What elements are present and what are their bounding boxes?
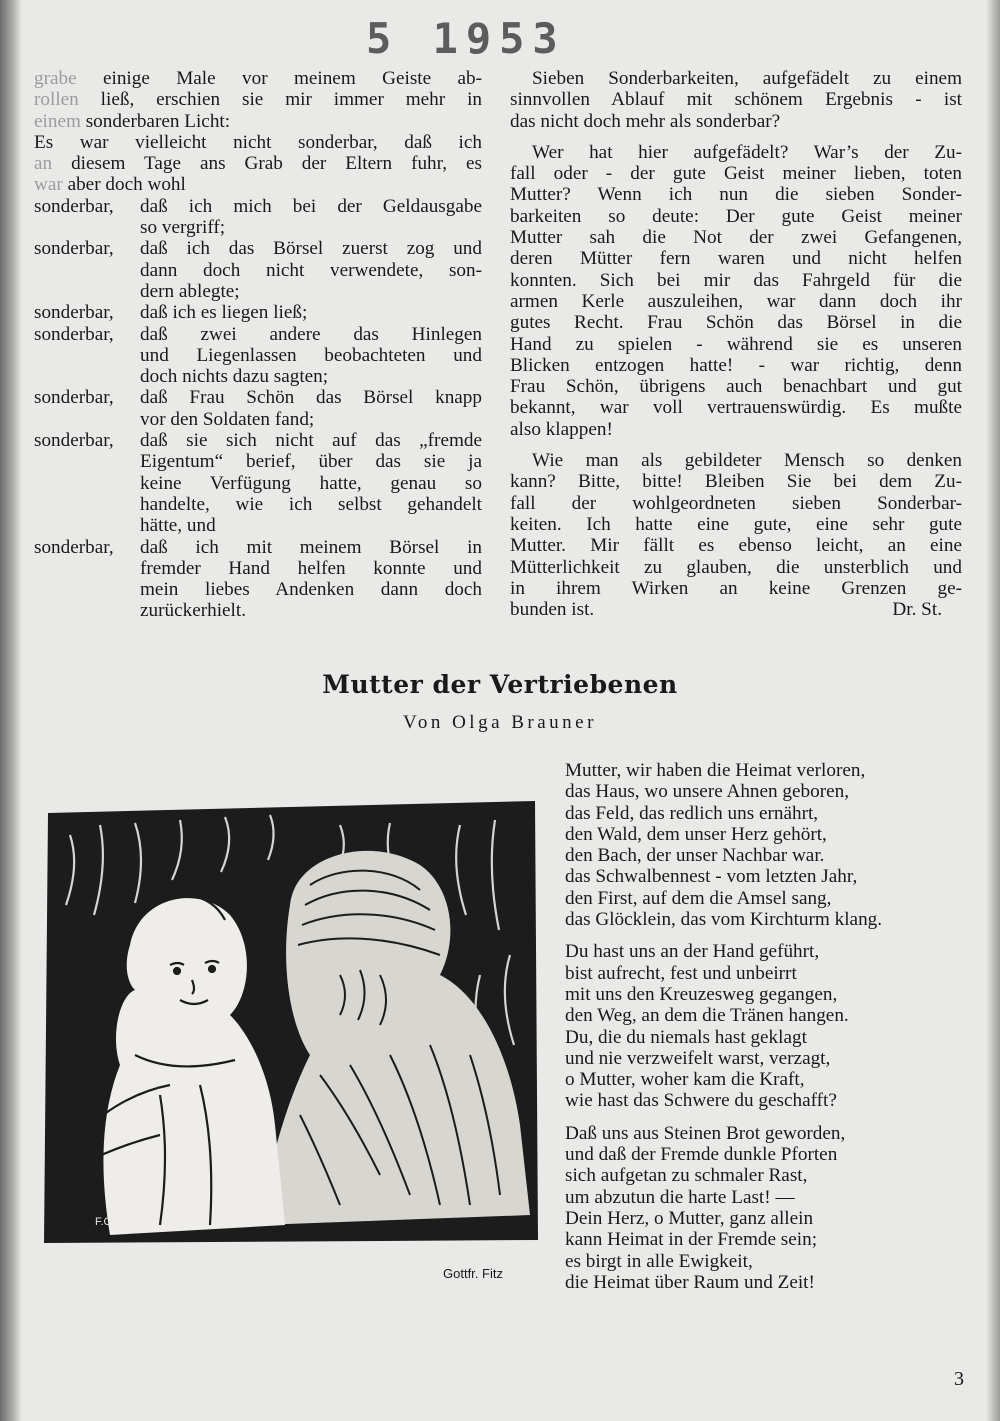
item-indent [34, 579, 140, 600]
text-line: Mütterlichkeit zu glauben, die unsterblich und [510, 556, 962, 578]
list-item-line [34, 494, 482, 515]
text-line: Mutter? Wenn ich nun die sieben Sonder- [510, 184, 962, 206]
item-text: zurückerhielt. [140, 600, 247, 622]
list-item-line [34, 387, 482, 408]
text-line: gutes Recht. Frau Schön das Börsel in die [510, 312, 962, 334]
item-text: Eigentum“ berief, über das sie ja [140, 451, 482, 473]
page-binding-shadow [0, 0, 22, 1421]
text-line: Wie man als gebildeter Mensch so denken [532, 450, 962, 472]
poem-line: Dein Herz, o Mutter, ganz allein [565, 1207, 814, 1229]
poem-line: Du, die du niemals hast geklagt [565, 1026, 807, 1048]
poem-body [565, 760, 985, 1304]
item-indent [34, 260, 140, 281]
text-line: grabe einige Male vor meinem Geiste ab- [34, 68, 482, 89]
item-text: mein liebes Andenken dann doch [140, 579, 482, 601]
item-text: hätte, und [140, 515, 216, 537]
item-label: sonderbar, [34, 195, 114, 217]
item-indent [34, 600, 140, 621]
list-item-line [34, 260, 482, 281]
poem-line: sich aufgetan zu schmaler Rast, [565, 1165, 808, 1187]
item-text: daß ich mit meinem Börsel in [140, 536, 482, 558]
text-line: Hand zu spielen - während sie es unseren [510, 333, 962, 355]
poem-line: mit uns den Kreuzesweg gegangen, [565, 983, 838, 1005]
poem-line: das Glöcklein, das vom Kirchturm klang. [565, 909, 883, 931]
illustration-credit: Gottfr. Fitz [443, 1266, 503, 1281]
list-item-line [34, 558, 482, 579]
item-text: keine Verfügung hatte, genau so [140, 472, 482, 494]
list-item-line [34, 430, 482, 451]
poem-title: Mutter der Vertriebenen [322, 670, 678, 699]
poem-stanza [565, 1123, 985, 1293]
poem-line: kann Heimat in der Fremde sein; [565, 1229, 818, 1251]
poem-line: den Bach, der unser Nachbar war. [565, 845, 825, 867]
list-item-line [34, 451, 482, 472]
text-line: Wer hat hier aufgefädelt? War’s der Zu- [532, 141, 962, 163]
page-number: 3 [954, 1368, 964, 1390]
item-label: sonderbar, [34, 302, 114, 324]
poem-line: die Heimat über Raum und Zeit! [565, 1271, 815, 1293]
left-text-column [34, 68, 482, 622]
paragraph [510, 68, 962, 132]
item-label: sonderbar, [34, 238, 114, 260]
list-item-line [34, 409, 482, 430]
item-label: sonderbar, [34, 323, 114, 345]
text-line: Mutter. Mir fällt es ebenso leicht, an eine [510, 535, 962, 557]
item-text: doch nichts dazu sagten; [140, 366, 329, 388]
text-line: Blicken entzogen hatte! - war richtig, denn [510, 354, 962, 376]
text-line: Es war vielleicht nicht sonderbar, daß ich [34, 131, 482, 153]
item-text: daß zwei andere das Hinlegen [140, 323, 482, 345]
poem-line: wie hast das Schwere du geschafft? [565, 1090, 837, 1112]
item-text: vor den Soldaten fand; [140, 408, 315, 430]
list-item-line [34, 345, 482, 366]
item-text: so vergriff; [140, 217, 226, 239]
text-line: in ihrem Wirken an keine Grenzen ge- [510, 577, 962, 599]
artist-monogram: F.G. [95, 1216, 116, 1228]
list-item-line [34, 196, 482, 217]
list-item-line [34, 579, 482, 600]
item-text: daß Frau Schön das Börsel knapp [140, 387, 482, 409]
page-edge-shadow [986, 0, 1000, 1421]
list-item-line [34, 600, 482, 621]
text-line: also klappen! [510, 418, 613, 440]
closing-line [510, 599, 962, 620]
paragraph [510, 450, 962, 599]
commentary-paragraphs [510, 68, 962, 599]
poem-line: das Haus, wo unsere Ahnen geboren, [565, 781, 850, 803]
issue-number: 5 1953 [366, 14, 566, 63]
poem-line: um abzutun die harte Last! — [565, 1186, 795, 1208]
poem-line: und daß der Fremde dunkle Pforten [565, 1144, 838, 1166]
item-label: sonderbar, [34, 387, 114, 409]
item-text: dann doch nicht verwendete, son- [140, 259, 482, 281]
text-line: barkeiten so deute: Der gute Geist meiner [510, 205, 962, 227]
item-text: daß ich mich bei der Geldausgabe [140, 195, 482, 217]
paragraph-gap [510, 440, 962, 450]
item-indent [34, 558, 140, 579]
list-item-line [34, 324, 482, 345]
poem-line: Mutter, wir haben die Heimat verloren, [565, 760, 866, 781]
list-item-line [34, 302, 482, 323]
poem-line: das Feld, das redlich uns ernährt, [565, 802, 819, 824]
text-line: an diesem Tage ans Grab der Eltern fuhr, es [34, 153, 482, 175]
list-item-line [34, 366, 482, 387]
text-line: fall der wohlgeordneten sieben Sonderbar- [510, 492, 962, 514]
item-indent [34, 515, 140, 536]
text-line: war aber doch wohl [34, 174, 186, 196]
text-line: armen Kerle auszuleihen, war dann doch ihr [510, 290, 962, 312]
text-line: rollen ließ, erschien sie mir immer mehr in [34, 89, 482, 111]
poem-stanza [565, 941, 985, 1111]
item-indent [34, 409, 140, 430]
item-label: sonderbar, [34, 536, 114, 558]
item-indent [34, 345, 140, 366]
text-line: kann? Bitte, bitte! Bleiben Sie bei dem Zu- [510, 471, 962, 493]
poem-line: o Mutter, woher kam die Kraft, [565, 1069, 805, 1091]
paragraph-gap [510, 132, 962, 142]
text-line: Frau Schön, übrigens auch benachbart und gut [510, 376, 962, 398]
text-line: keiten. Ich hatte eine gute, eine sehr gute [510, 513, 962, 535]
poem-line: den First, auf dem die Amsel sang, [565, 887, 832, 909]
poem-line: den Weg, an dem die Tränen hangen. [565, 1005, 849, 1027]
poem-line: den Wald, dem unser Herz gehört, [565, 823, 827, 845]
text-line: deren Mütter fern waren und nicht helfen [510, 248, 962, 270]
item-text: und Liegenlassen beobachteten und [140, 344, 482, 366]
item-indent [34, 494, 140, 515]
text-line: Mutter sah die Not der zwei Gefangenen, [510, 227, 962, 249]
item-text: dern ablegte; [140, 280, 240, 302]
closing-text: bunden ist. [510, 599, 595, 621]
item-label: sonderbar, [34, 430, 114, 452]
item-indent [34, 281, 140, 302]
poem-line: es birgt in alle Ewigkeit, [565, 1250, 753, 1272]
list-item-line [34, 537, 482, 558]
list-item-line [34, 217, 482, 238]
poem-line: Daß uns aus Steinen Brot geworden, [565, 1122, 846, 1144]
text-line: bekannt, war voll vertrauenswürdig. Es mußte [510, 397, 962, 419]
item-text: daß ich es liegen ließ; [140, 302, 308, 324]
text-line: einem sonderbaren Licht: [34, 110, 231, 132]
list-item-line [34, 281, 482, 302]
author-signature: Dr. St. [892, 599, 942, 621]
item-text: fremder Hand helfen konnte und [140, 557, 482, 579]
text-line: das nicht doch mehr als sonderbar? [510, 110, 781, 132]
text-line: fall oder - der gute Geist meiner lieben, toten [510, 163, 962, 185]
intro-paragraph [34, 68, 482, 196]
item-text: daß ich das Börsel zuerst zog und [140, 238, 482, 260]
item-indent [34, 217, 140, 238]
item-indent [34, 473, 140, 494]
item-indent [34, 451, 140, 472]
right-text-column [510, 68, 962, 620]
poem-line: bist aufrecht, fest und unbeirrt [565, 962, 797, 984]
mother-child-illustration [40, 795, 540, 1245]
text-line: konnten. Sich bei mir das Fahrgeld für die [510, 269, 962, 291]
poem-stanza [565, 760, 985, 930]
item-text: handelte, wie ich selbst gehandelt [140, 493, 482, 515]
list-item-line [34, 473, 482, 494]
list-item-line [34, 238, 482, 259]
list-item-line [34, 515, 482, 536]
paragraph [510, 142, 962, 440]
sonderbar-list [34, 196, 482, 622]
poem-byline: Von Olga Brauner [403, 712, 597, 733]
poem-line: das Schwalbennest - vom letzten Jahr, [565, 866, 858, 888]
poem-line: und nie verzweifelt warst, verzagt, [565, 1047, 831, 1069]
text-line: Sieben Sonderbarkeiten, aufgefädelt zu einem [532, 68, 962, 89]
poem-line: Du hast uns an der Hand geführt, [565, 941, 820, 963]
item-indent [34, 366, 140, 387]
text-line: sinnvollen Ablauf mit schönem Ergebnis - ist [510, 89, 962, 111]
item-text: daß sie sich nicht auf das „fremde [140, 430, 482, 452]
